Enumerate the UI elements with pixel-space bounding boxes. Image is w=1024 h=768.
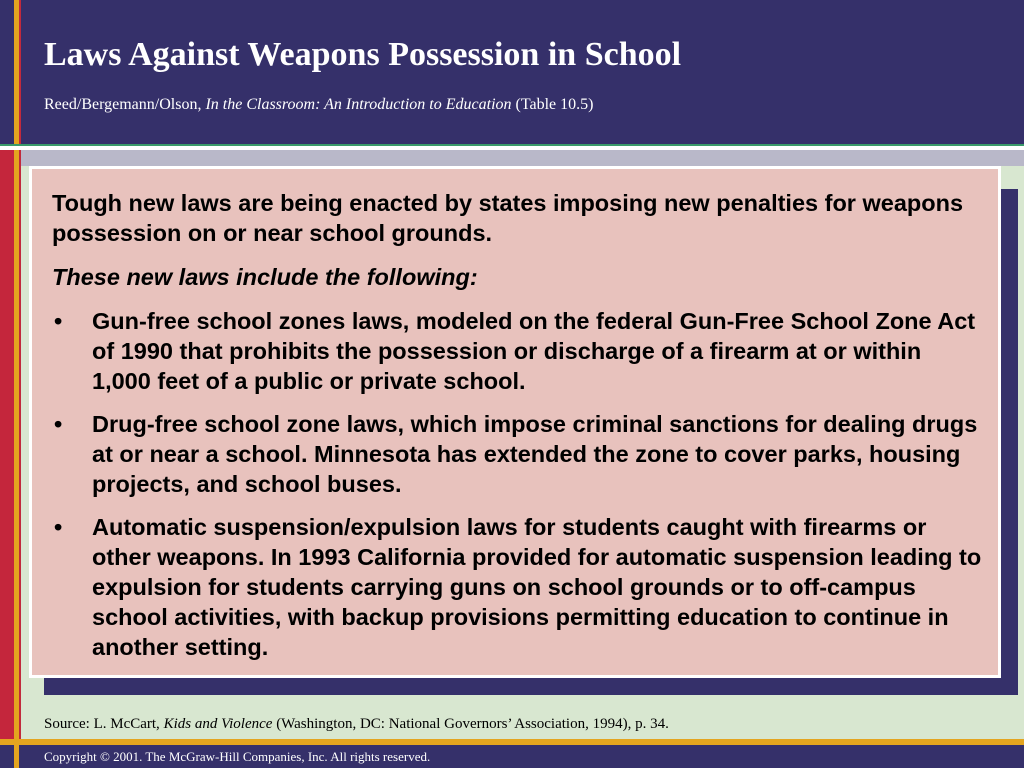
copyright-text: Copyright © 2001. The McGraw-Hill Companies, Inc. All rights reserved. <box>44 749 431 764</box>
header-accent-line-red <box>19 0 21 146</box>
source-citation <box>44 716 669 733</box>
slide-title: Laws Against Weapons Possession in School <box>44 36 682 73</box>
source-work: Kids and Violence <box>163 716 273 732</box>
left-decoration-red <box>0 150 14 750</box>
source-suffix: (Washington, DC: National Governors’ Association, 1994), p. 34. <box>272 716 669 732</box>
subtitle-authors: Reed/Bergemann/Olson, <box>44 96 206 113</box>
intro-paragraph: Tough new laws are being enacted by states imposing new penalties for weapons possession on or near school grounds. <box>52 190 964 246</box>
list-item <box>52 306 982 396</box>
list-item-text: Drug-free school zone laws, which impose criminal sanctions for dealing drugs at or near a school. Minnesota has extended the zone to cover parks, housing projects, and school buses. <box>92 411 978 497</box>
source-prefix: Source: L. McCart, <box>44 716 164 732</box>
list-item-text: Automatic suspension/expulsion laws for students caught with firearms or other weapons. In 1993 California provided for automatic suspension leading to expulsion for students carrying guns on school grounds or to off-campus school activities, with backup provisions permitting education to continue in another setting. <box>92 514 982 660</box>
subtitle-book: In the Classroom: An Introduction to Education <box>205 96 512 113</box>
bullet-icon: • <box>54 514 63 540</box>
footer-accent-vline <box>14 745 19 768</box>
slide-body <box>52 188 982 675</box>
list-item <box>52 512 982 662</box>
slide-subtitle <box>44 96 593 114</box>
subtitle-table: (Table 10.5) <box>511 96 594 113</box>
content-top-shade <box>21 150 1024 166</box>
lead-in-paragraph: These new laws include the following: <box>52 264 478 290</box>
bullet-icon: • <box>54 308 63 334</box>
list-item <box>52 409 982 499</box>
bullet-icon: • <box>54 411 63 437</box>
list-item-text: Gun-free school zones laws, modeled on the federal Gun-Free School Zone Act of 1990 that prohibits the possession or discharge of a firearm at or within 1,000 feet of a public or private school. <box>92 308 976 394</box>
